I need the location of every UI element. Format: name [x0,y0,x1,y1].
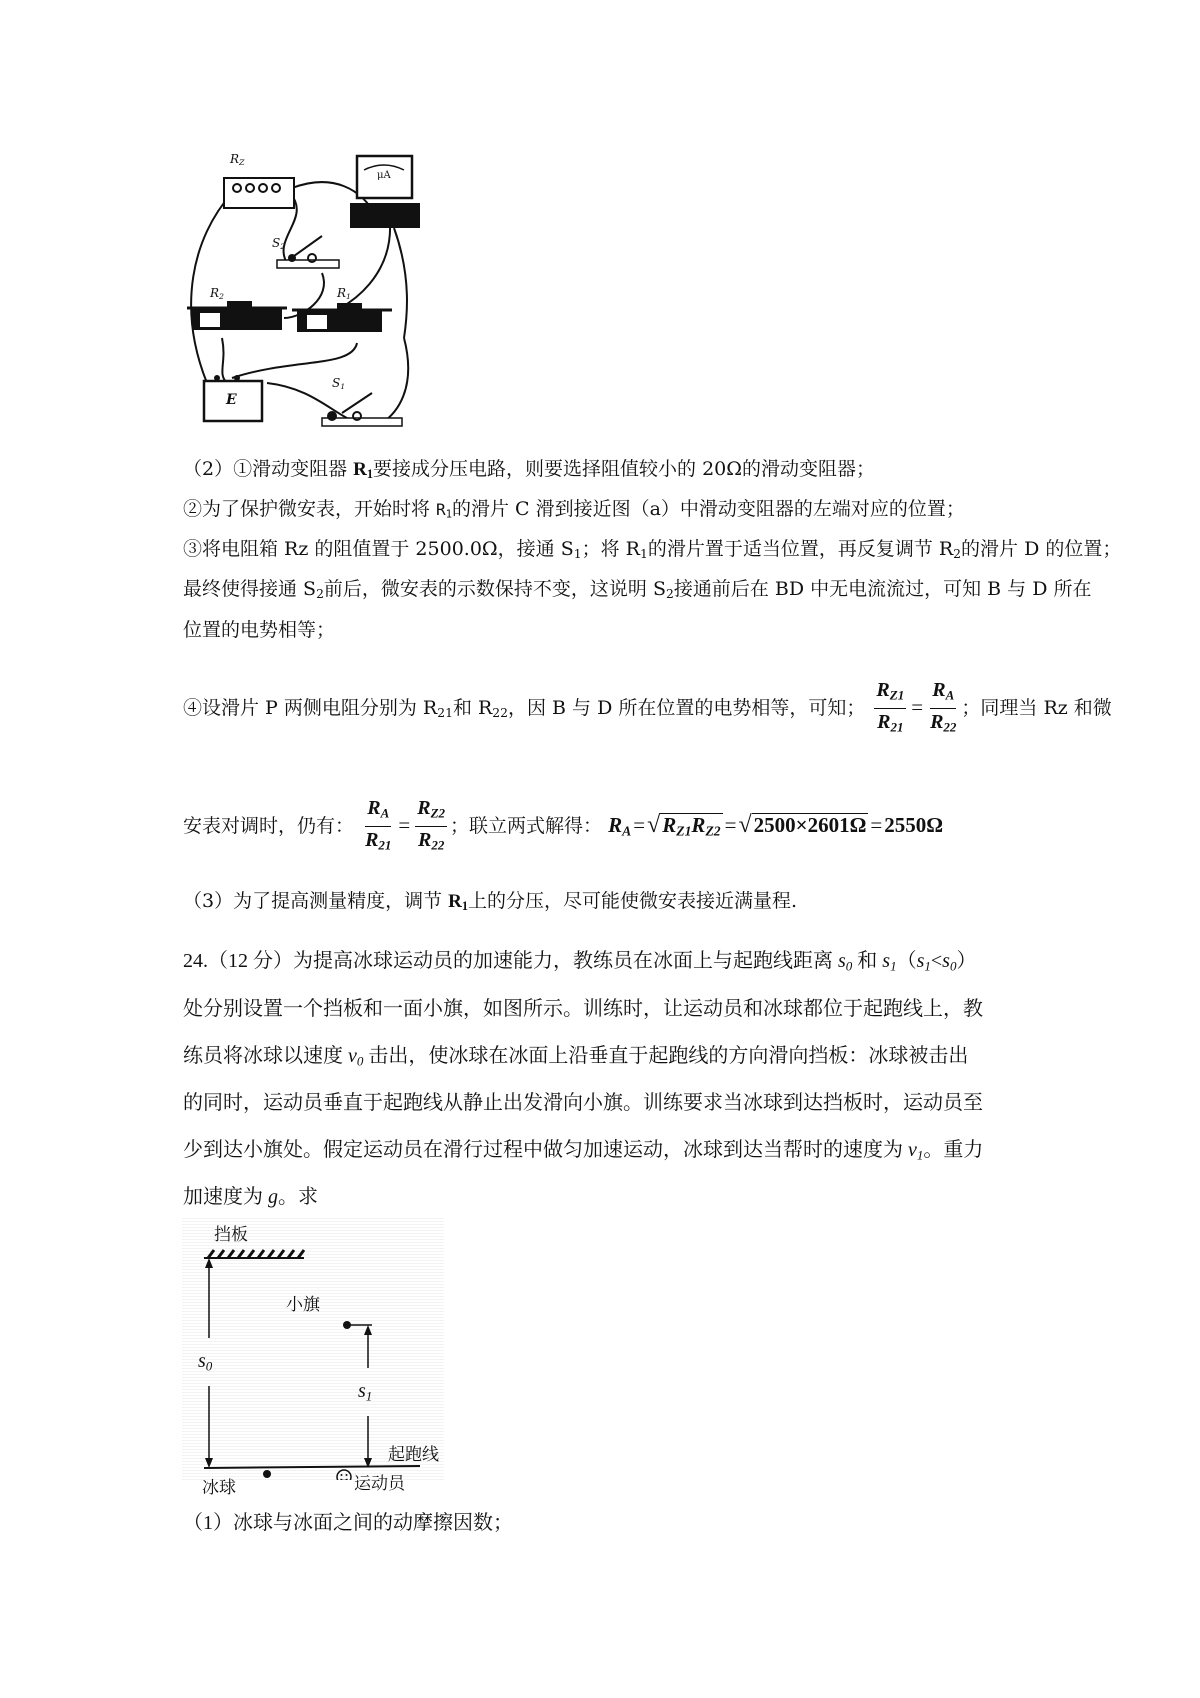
q24-line2: 处分别设置一个挡板和一面小旗，如图所示。训练时，让运动员和冰球都位于起跑线上，教 [183,998,983,1020]
text: （ [896,950,917,972]
arrow-head-icon [364,1325,372,1335]
equals-sign: = [870,812,883,837]
label-r2: $R_2$ [210,286,225,301]
text: 最终使得接通 S [183,578,317,600]
puck-icon [263,1470,271,1478]
text: 前后，微安表的示数保持不变，这说明 S [323,578,666,600]
wire [382,338,408,423]
baffle-label: 挡板 [214,1225,248,1245]
subscript: 1 [639,547,648,562]
s0-symbol: $s_0$ [838,950,853,974]
v0-symbol: $v_0$ [348,1045,364,1069]
text: 接通前后在 BD 中无电流流过，可知 B 与 D 所在 [673,578,1092,600]
text: 击出，使冰球在冰面上沿垂直于起跑线的方向滑向挡板：冰球被击出 [363,1045,969,1067]
solution-p2-line5: 位置的电势相等； [183,619,336,641]
ice-hockey-diagram [182,1218,444,1498]
rheostat-r1 [292,303,392,332]
solution-p2-line2 [183,496,965,528]
text: ；联立两式解得： [450,814,603,837]
wire [222,338,227,383]
sqrt-icon: √ [647,811,661,838]
athlete-smiley-icon [337,1470,351,1480]
text: （3）为了提高测量精度，调节 [183,890,449,912]
text: 练员将冰球以速度 [183,1045,348,1067]
rheostat-r2 [187,301,287,330]
sqrt-value: 2500×2601Ω [753,812,867,837]
wire [394,228,407,338]
text: ；同理当 Rz 和微 [961,696,1112,719]
result-value: 2550Ω [884,812,944,837]
subscript: 2 [953,547,962,562]
g-symbol: g [268,1186,278,1208]
text: 安表对调时，仍有： [183,814,355,837]
arrow-head-icon [205,1458,213,1468]
solution-p3 [183,888,797,919]
q24-sub1: （1）冰球与冰面之间的动摩擦因数； [183,1512,513,1534]
text: ） [956,950,977,972]
equals-sign: = [398,812,411,837]
fraction-ra-r21: $\frac{R_A}{R_{21}}$ [365,797,392,853]
label-s2: $S_2$ [272,236,286,251]
sqrt-rz1-rz2: $R_{Z1}R_{Z2}$ [660,813,722,842]
q24-line6 [183,1184,318,1210]
equals-sign: = [911,694,924,719]
q24-line1 [183,948,976,979]
wire [232,343,357,378]
label-microammeter: μA [377,170,391,181]
text: ②为了保护微安表，开始时将 [183,498,437,520]
label-rz: $R_Z$ [230,152,245,167]
fraction-rz2-r22: $\frac{R_{Z2}}{R_{22}}$ [417,797,446,853]
arrow-head-icon [205,1258,213,1268]
text: ③将电阻箱 Rz 的阻值置于 2500.0Ω，接通 S [183,538,574,560]
q24-line5 [183,1137,983,1168]
text: 。重力 [923,1139,984,1161]
circuit-diagram [172,148,422,433]
r1-symbol: $R_1$ [448,891,469,914]
start-line [204,1466,420,1468]
q24-line4: 的同时，运动员垂直于起跑线从静止出发滑向小旗。训练要求当冰球到达挡板时，运动员至 [183,1092,983,1114]
baffle-hatching [208,1250,304,1258]
text: （2）①滑动变阻器 [183,458,354,480]
text: 24.（12 分）为提高冰球运动员的加速能力，教练员在冰面上与起跑线距离 [183,950,838,972]
text: 的滑片置于适当位置，再反复调节 R [647,538,954,560]
less-than: < [930,950,943,972]
fraction-rz1-r21: $\frac{R_{Z1}}{R_{21}}$ [876,679,905,735]
v1-symbol: $v_1$ [908,1139,924,1163]
microammeter [350,156,420,228]
solution-p2-line4 [183,576,1091,607]
label-r1: $R_1$ [337,286,352,301]
s0-symbol: $s_0$ [942,950,957,974]
text: 上的分压，尽可能使微安表接近满量程. [468,890,798,912]
solution-p2-line3 [183,536,1121,567]
flag-label: 小旗 [286,1295,320,1315]
athlete-label: 运动员 [354,1474,405,1494]
label-battery: E [226,392,237,408]
r1-symbol: $R_1$ [353,459,374,482]
text: 和 [852,950,883,972]
r1-symbol: $R_1$ [436,500,452,521]
subscript: 2 [316,587,324,602]
text: 和 R [452,696,493,719]
resistance-box [224,178,294,208]
text: ，因 B 与 D 所在位置的电势相等，可知； [508,696,866,719]
text: 。求 [278,1186,318,1208]
s1-label: $s_1$ [358,1380,373,1404]
equals-sign: = [724,812,737,837]
subscript: 1 [573,547,582,562]
text: 少到达小旗处。假定运动员在滑行过程中做匀加速运动，冰球到达当帮时的速度为 [183,1139,908,1161]
sqrt-icon: √ [738,811,752,838]
subscript: 22 [492,705,509,720]
s1-symbol: $s_1$ [916,950,931,974]
s0-label: $s_0$ [198,1350,213,1374]
text: 的滑片 C 滑到接近图（a）中滑动变阻器的左端对应的位置； [451,498,965,520]
ra-symbol: $R_A$ [608,812,632,839]
solution-p2-line7 [183,796,943,859]
text: ④设滑片 P 两侧电阻分别为 R [183,696,438,719]
equals-sign: = [633,812,646,837]
subscript: 2 [665,587,674,602]
solution-p2-line6 [183,678,1112,740]
solution-p2-line1 [183,456,875,487]
text: ；将 R [581,538,640,560]
text: 的滑片 D 的位置； [961,538,1122,560]
start-line-label: 起跑线 [388,1445,439,1465]
q24-line3 [183,1043,968,1074]
s1-symbol: $s_1$ [882,950,897,974]
label-s1: $S_1$ [332,376,346,391]
text: 加速度为 [183,1186,268,1208]
fraction-ra-r22: $\frac{R_A}{R_{22}}$ [930,679,957,735]
text: 要接成分压电路，则要选择阻值较小的 20Ω的滑动变阻器； [373,458,876,480]
puck-label: 冰球 [202,1478,236,1498]
subscript: 21 [437,705,453,720]
